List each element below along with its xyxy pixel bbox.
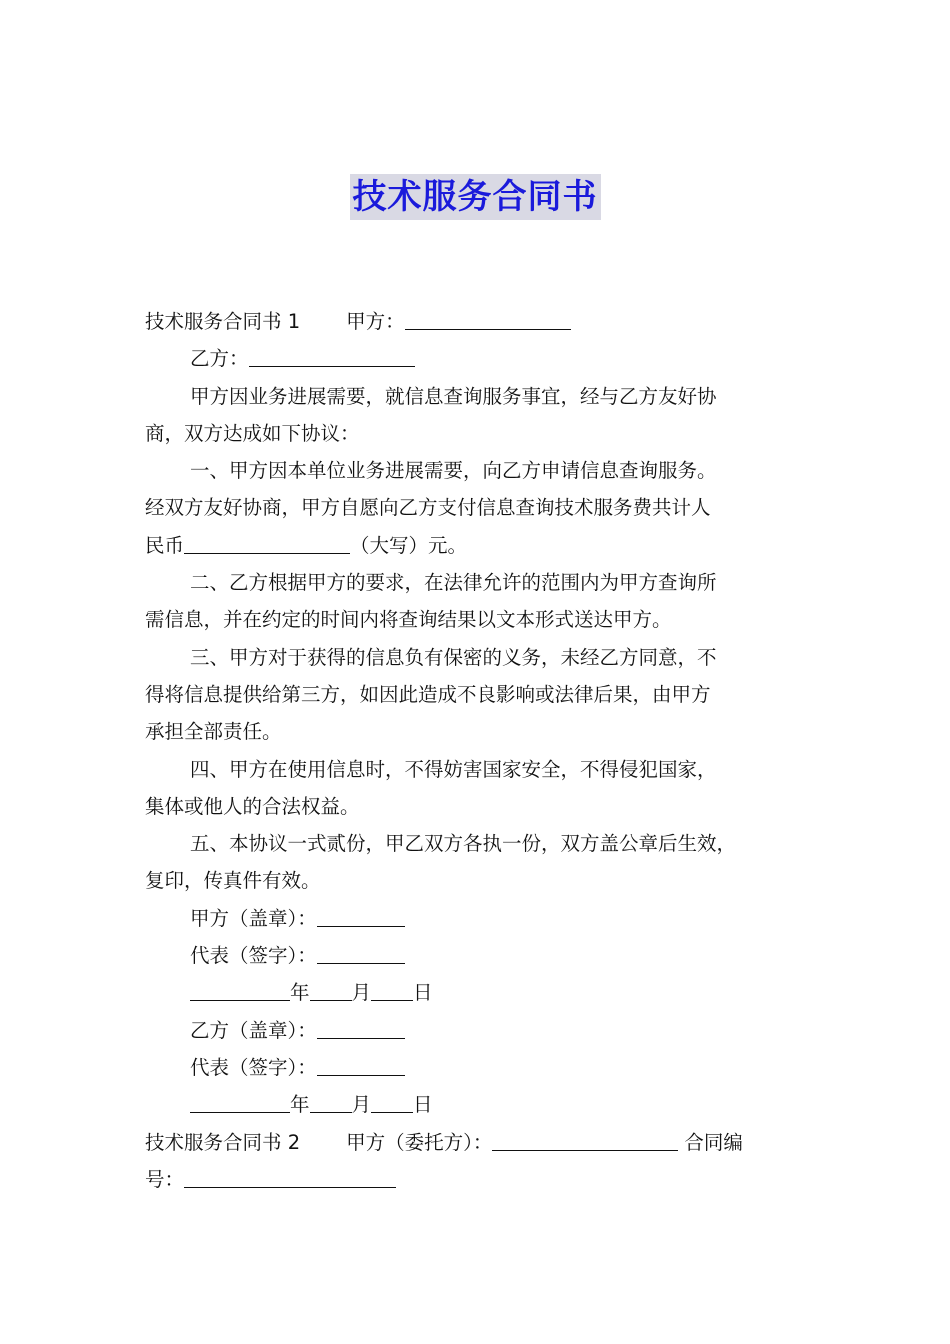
paragraph-line: 复印，传真件有效。 bbox=[145, 869, 321, 893]
party-a-blank[interactable] bbox=[405, 309, 571, 330]
paragraph-line: 承担全部责任。 bbox=[145, 720, 282, 744]
paragraph-line: 需信息，并在约定的时间内将查询结果以文本形式送达甲方。 bbox=[145, 608, 672, 632]
contract1-heading-line bbox=[145, 303, 825, 340]
day-blank[interactable] bbox=[371, 1092, 413, 1113]
contract2-heading: 技术服务合同书 2 bbox=[145, 1130, 301, 1154]
year-label: 年 bbox=[290, 981, 310, 1005]
document-body bbox=[145, 303, 825, 1198]
signature-line bbox=[145, 937, 825, 974]
date-line bbox=[145, 974, 825, 1011]
signature-line bbox=[145, 1049, 825, 1086]
paragraph-line: 商，双方达成如下协议： bbox=[145, 421, 360, 445]
title-container bbox=[0, 174, 950, 220]
paragraph-line: 三、甲方对于获得的信息负有保密的义务，未经乙方同意，不 bbox=[190, 645, 717, 669]
party-b-seal-blank[interactable] bbox=[317, 1018, 405, 1039]
party-a-rep-blank[interactable] bbox=[317, 943, 405, 964]
month-blank[interactable] bbox=[310, 980, 352, 1001]
year-label: 年 bbox=[290, 1093, 310, 1117]
party-b-line bbox=[145, 340, 825, 377]
signature-line bbox=[145, 900, 825, 937]
month-label: 月 bbox=[351, 1093, 372, 1117]
fee-blank[interactable] bbox=[184, 533, 350, 554]
paragraph-line: 甲方因业务进展需要，就信息查询服务事宜，经与乙方友好协 bbox=[190, 384, 717, 408]
paragraph-line: 四、甲方在使用信息时，不得妨害国家安全，不得侵犯国家， bbox=[190, 757, 717, 781]
date-line bbox=[145, 1086, 825, 1123]
month-blank[interactable] bbox=[310, 1092, 352, 1113]
party-b-seal-label: 乙方（盖章）： bbox=[190, 1018, 317, 1042]
day-blank[interactable] bbox=[371, 980, 413, 1001]
contract-number-line bbox=[145, 1161, 825, 1198]
party-a-seal-label: 甲方（盖章）： bbox=[190, 906, 317, 930]
paragraph-line: 集体或他人的合法权益。 bbox=[145, 794, 360, 818]
year-blank[interactable] bbox=[190, 980, 290, 1001]
day-label: 日 bbox=[413, 1093, 433, 1117]
party-b-label: 乙方： bbox=[190, 347, 249, 371]
party-a-rep-label: 代表（签字）： bbox=[190, 944, 317, 968]
contract2-heading-line bbox=[145, 1124, 825, 1161]
paragraph-line: 一、甲方因本单位业务进展需要，向乙方申请信息查询服务。 bbox=[190, 459, 717, 483]
fee-line bbox=[145, 527, 825, 564]
client-blank[interactable] bbox=[492, 1130, 678, 1151]
party-a-label: 甲方： bbox=[346, 310, 405, 333]
paragraph-line: 二、乙方根据甲方的要求，在法律允许的范围内为甲方查询所 bbox=[190, 571, 717, 595]
year-blank[interactable] bbox=[190, 1092, 290, 1113]
day-label: 日 bbox=[413, 981, 433, 1005]
paragraph-line: 经双方友好协商，甲方自愿向乙方支付信息查询技术服务费共计人 bbox=[145, 496, 711, 520]
party-b-rep-blank[interactable] bbox=[317, 1055, 405, 1076]
signature-line bbox=[145, 1012, 825, 1049]
client-label: 甲方（委托方）： bbox=[346, 1130, 493, 1154]
contract1-heading: 技术服务合同书 1 bbox=[145, 310, 301, 333]
document-title: 技术服务合同书 bbox=[350, 174, 601, 220]
party-a-seal-blank[interactable] bbox=[317, 906, 405, 927]
contract-number-blank[interactable] bbox=[184, 1167, 396, 1188]
paragraph-line: 五、本协议一式贰份，甲乙双方各执一份，双方盖公章后生效， bbox=[190, 832, 737, 856]
contract-number-label-cont: 号： bbox=[145, 1167, 185, 1191]
month-label: 月 bbox=[351, 981, 372, 1005]
paragraph-line: 得将信息提供给第三方，如因此造成不良影响或法律后果，由甲方 bbox=[145, 682, 711, 706]
party-b-rep-label: 代表（签字）： bbox=[190, 1055, 317, 1079]
fee-suffix: （大写）元。 bbox=[350, 533, 468, 557]
contract-number-label: 合同编 bbox=[684, 1130, 743, 1154]
party-b-blank[interactable] bbox=[249, 346, 415, 367]
fee-label: 民币 bbox=[145, 533, 185, 557]
